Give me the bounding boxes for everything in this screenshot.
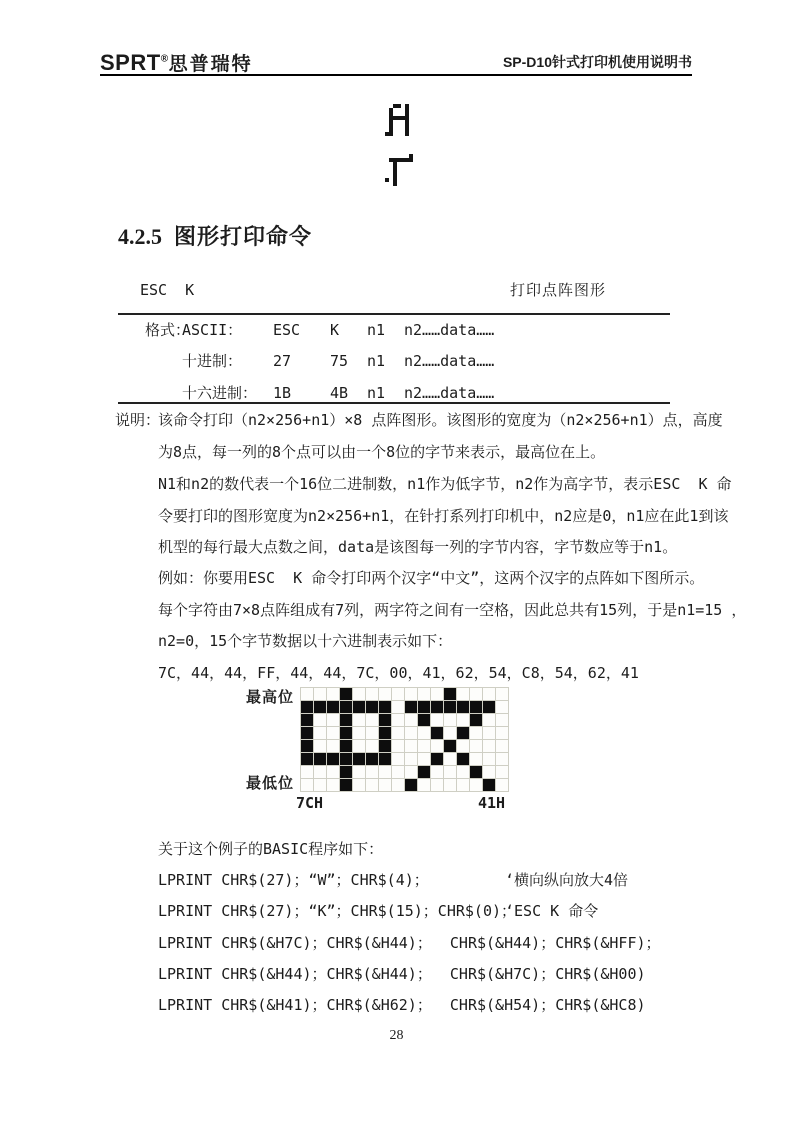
dot-cell [327,727,340,740]
dot-cell [301,779,314,792]
dot-cell [366,688,379,701]
dot-cell [327,714,340,727]
dot-cell [379,701,392,714]
dot-cell [366,714,379,727]
dot-cell [483,740,496,753]
dot-cell [340,727,353,740]
row-label: 十六进制： [182,384,258,402]
dot-matrix-letter-a-artifact [385,104,413,136]
dot-cell [392,714,405,727]
dot-cell [483,688,496,701]
dot-cell [366,740,379,753]
dot-cell [366,701,379,714]
dot-cell [314,740,327,753]
dot-cell [314,766,327,779]
basic-intro: 关于这个例子的BASIC程序如下： [158,840,384,858]
dot-cell [392,779,405,792]
dot-cell [379,753,392,766]
dot-cell [444,753,457,766]
dot-cell [457,740,470,753]
dot-cell [327,753,340,766]
dot-cell [314,688,327,701]
dot-cell [431,753,444,766]
dot-cell [418,727,431,740]
dot-matrix-grid [300,687,509,792]
dot-cell [457,714,470,727]
explanation-line: 该命令打印（n2×256+n1）×8 点阵图形。该图形的宽度为（n2×256+n1）点，高度 [158,411,723,429]
section-number: 4.2.5 [118,224,162,249]
dot-cell [431,727,444,740]
dot-cell [418,701,431,714]
explanation-line: 例如：你要用ESC K 命令打印两个汉字“中文”，这两个汉字的点阵如下图所示。 [158,569,705,587]
dot-cell [366,727,379,740]
byte-3: n1 [367,321,386,339]
byte-1: 1B [273,384,292,402]
byte-2: K [330,321,340,339]
dot-cell [444,727,457,740]
table-rule-bottom [118,402,670,404]
dot-cell [314,727,327,740]
dot-cell [301,688,314,701]
dot-cell [444,766,457,779]
dot-cell [353,753,366,766]
dot-cell [353,740,366,753]
explanation-line: 机型的每行最大点数之间，data是该图每一列的字节内容，字节数应等于n1。 [158,538,678,556]
dot-cell [340,753,353,766]
dot-cell [431,701,444,714]
dot-cell [327,688,340,701]
byte-4: n2……data…… [404,352,495,370]
dot-cell [496,688,509,701]
dot-cell [431,779,444,792]
dot-cell [301,727,314,740]
dot-cell [496,701,509,714]
dot-cell [418,740,431,753]
dot-cell [379,766,392,779]
dot-cell [340,779,353,792]
byte-4: n2……data…… [404,384,495,402]
dot-cell [353,714,366,727]
row-label: 十进制： [182,352,243,370]
dot-cell [379,688,392,701]
dot-cell [470,714,483,727]
dot-cell [405,727,418,740]
lsb-label: 最低位 [246,774,295,792]
dot-cell [301,701,314,714]
dot-cell [496,753,509,766]
dot-cell [470,779,483,792]
dot-cell [405,688,418,701]
command-name: ESC K [140,281,195,299]
dot-cell [496,740,509,753]
dot-cell [457,779,470,792]
row-label: ASCII： [182,321,243,339]
document-title: SP-D10针式打印机使用说明书 [502,54,692,70]
byte-1: 27 [273,352,292,370]
dot-cell [457,727,470,740]
basic-code-line: LPRINT CHR$(&H44)；CHR$(&H44)； CHR$(&H7C)；CHR$(&H00) [158,965,646,983]
dot-cell [379,727,392,740]
dot-cell [457,688,470,701]
basic-code-line: LPRINT CHR$(27)；“W”；CHR$(4)； [158,871,429,889]
dot-cell [470,740,483,753]
explanation-line: 每个字符由7×8点阵组成有7列，两字符之间有一空格，因此总共有15列，于是n1=15 ， [158,601,747,619]
page-header [100,34,692,76]
dot-cell [405,701,418,714]
dot-cell [457,753,470,766]
dot-cell [392,701,405,714]
dot-cell [431,714,444,727]
dot-cell [483,727,496,740]
dot-cell [457,701,470,714]
dot-cell [418,779,431,792]
explanation-line: 令要打印的图形宽度为n2×256+n1，在针打系列打印机中，n2应是0，n1应在此1到该 [158,507,729,525]
dot-cell [314,779,327,792]
dot-cell [483,779,496,792]
dot-cell [418,714,431,727]
dot-cell [444,740,457,753]
dot-cell [470,753,483,766]
brand-latin: SPRT [100,50,161,75]
section-title: 图形打印命令 [174,224,313,249]
explanation-line: 为8点，每一列的8个点可以由一个8位的字节来表示，最高位在上。 [158,443,606,461]
dot-cell [327,779,340,792]
page-number: 28 [389,1028,404,1043]
format-label: 格式： [145,321,191,339]
dot-cell [444,701,457,714]
dot-cell [353,766,366,779]
dot-cell [470,701,483,714]
dot-cell [340,740,353,753]
dot-cell [418,766,431,779]
dot-cell [314,753,327,766]
dot-cell [366,766,379,779]
dot-cell [379,779,392,792]
dot-cell [379,714,392,727]
dot-cell [314,701,327,714]
dot-cell [353,779,366,792]
dot-cell [392,688,405,701]
dot-cell [496,727,509,740]
registered-trademark-icon: ® [160,53,169,65]
dot-cell [496,714,509,727]
dot-cell [431,688,444,701]
dot-cell [301,714,314,727]
basic-comment: ‘横向纵向放大4倍 [505,871,629,889]
dot-cell [483,701,496,714]
brand-chinese: 思普瑞特 [168,54,253,75]
byte-1: ESC [273,321,301,339]
dot-cell [327,701,340,714]
dot-cell [340,701,353,714]
dot-cell [444,688,457,701]
dot-cell [418,688,431,701]
dot-cell [405,779,418,792]
dot-cell [405,766,418,779]
dot-cell [340,766,353,779]
dot-cell [470,727,483,740]
dot-cell [483,766,496,779]
command-purpose: 打印点阵图形 [510,281,607,299]
dot-cell [470,766,483,779]
table-rule-top [118,313,670,315]
dot-cell [392,727,405,740]
basic-code-line: LPRINT CHR$(27)；“K”；CHR$(15)；CHR$(0)； [158,902,517,920]
dot-cell [392,740,405,753]
dot-cell [392,753,405,766]
last-column-hex-label: 41H [478,794,506,812]
hex-data-line: 7C，44，44，FF，44，44，7C，00，41，62，54，C8，54，62，41 [158,664,639,682]
dot-cell [418,753,431,766]
dot-cell [327,740,340,753]
dot-cell [327,766,340,779]
section-heading [118,222,312,253]
dot-cell [431,766,444,779]
dot-cell [301,740,314,753]
dot-matrix-corner-artifact [385,154,413,186]
dot-cell [392,766,405,779]
dot-cell [340,714,353,727]
dot-cell [366,753,379,766]
dot-cell [353,701,366,714]
explanation-line: N1和n2的数代表一个16位二进制数，n1作为低字节，n2作为高字节，表示ESC K 命 [158,475,732,493]
byte-2: 75 [330,352,349,370]
dot-cell [340,688,353,701]
dot-cell [496,779,509,792]
basic-code-line: LPRINT CHR$(&H41)；CHR$(&H62)； CHR$(&H54)；CHR$(&HC8) [158,996,646,1014]
dot-cell [314,714,327,727]
explanation-line: n2=0，15个字节数据以十六进制表示如下： [158,632,453,650]
basic-comment: ‘ESC K 命令 [505,902,599,920]
byte-3: n1 [367,384,386,402]
basic-code-line: LPRINT CHR$(&H7C)；CHR$(&H44)； CHR$(&H44)；CHR$(&HFF)； [158,934,661,952]
dot-cell [353,688,366,701]
dot-cell [366,779,379,792]
byte-4: n2……data…… [404,321,495,339]
dot-cell [353,727,366,740]
dot-cell [405,753,418,766]
dot-cell [496,766,509,779]
dot-cell [301,753,314,766]
dot-cell [379,740,392,753]
dot-cell [405,714,418,727]
dot-cell [444,714,457,727]
byte-2: 4B [330,384,349,402]
dot-cell [457,766,470,779]
byte-3: n1 [367,352,386,370]
msb-label: 最高位 [246,688,295,706]
explanation-label: 说明： [115,411,161,429]
dot-cell [483,714,496,727]
dot-cell [301,766,314,779]
dot-cell [431,740,444,753]
dot-cell [405,740,418,753]
brand-logo [100,52,253,74]
dot-cell [470,688,483,701]
dot-cell [444,779,457,792]
first-column-hex-label: 7CH [296,794,324,812]
dot-cell [483,753,496,766]
